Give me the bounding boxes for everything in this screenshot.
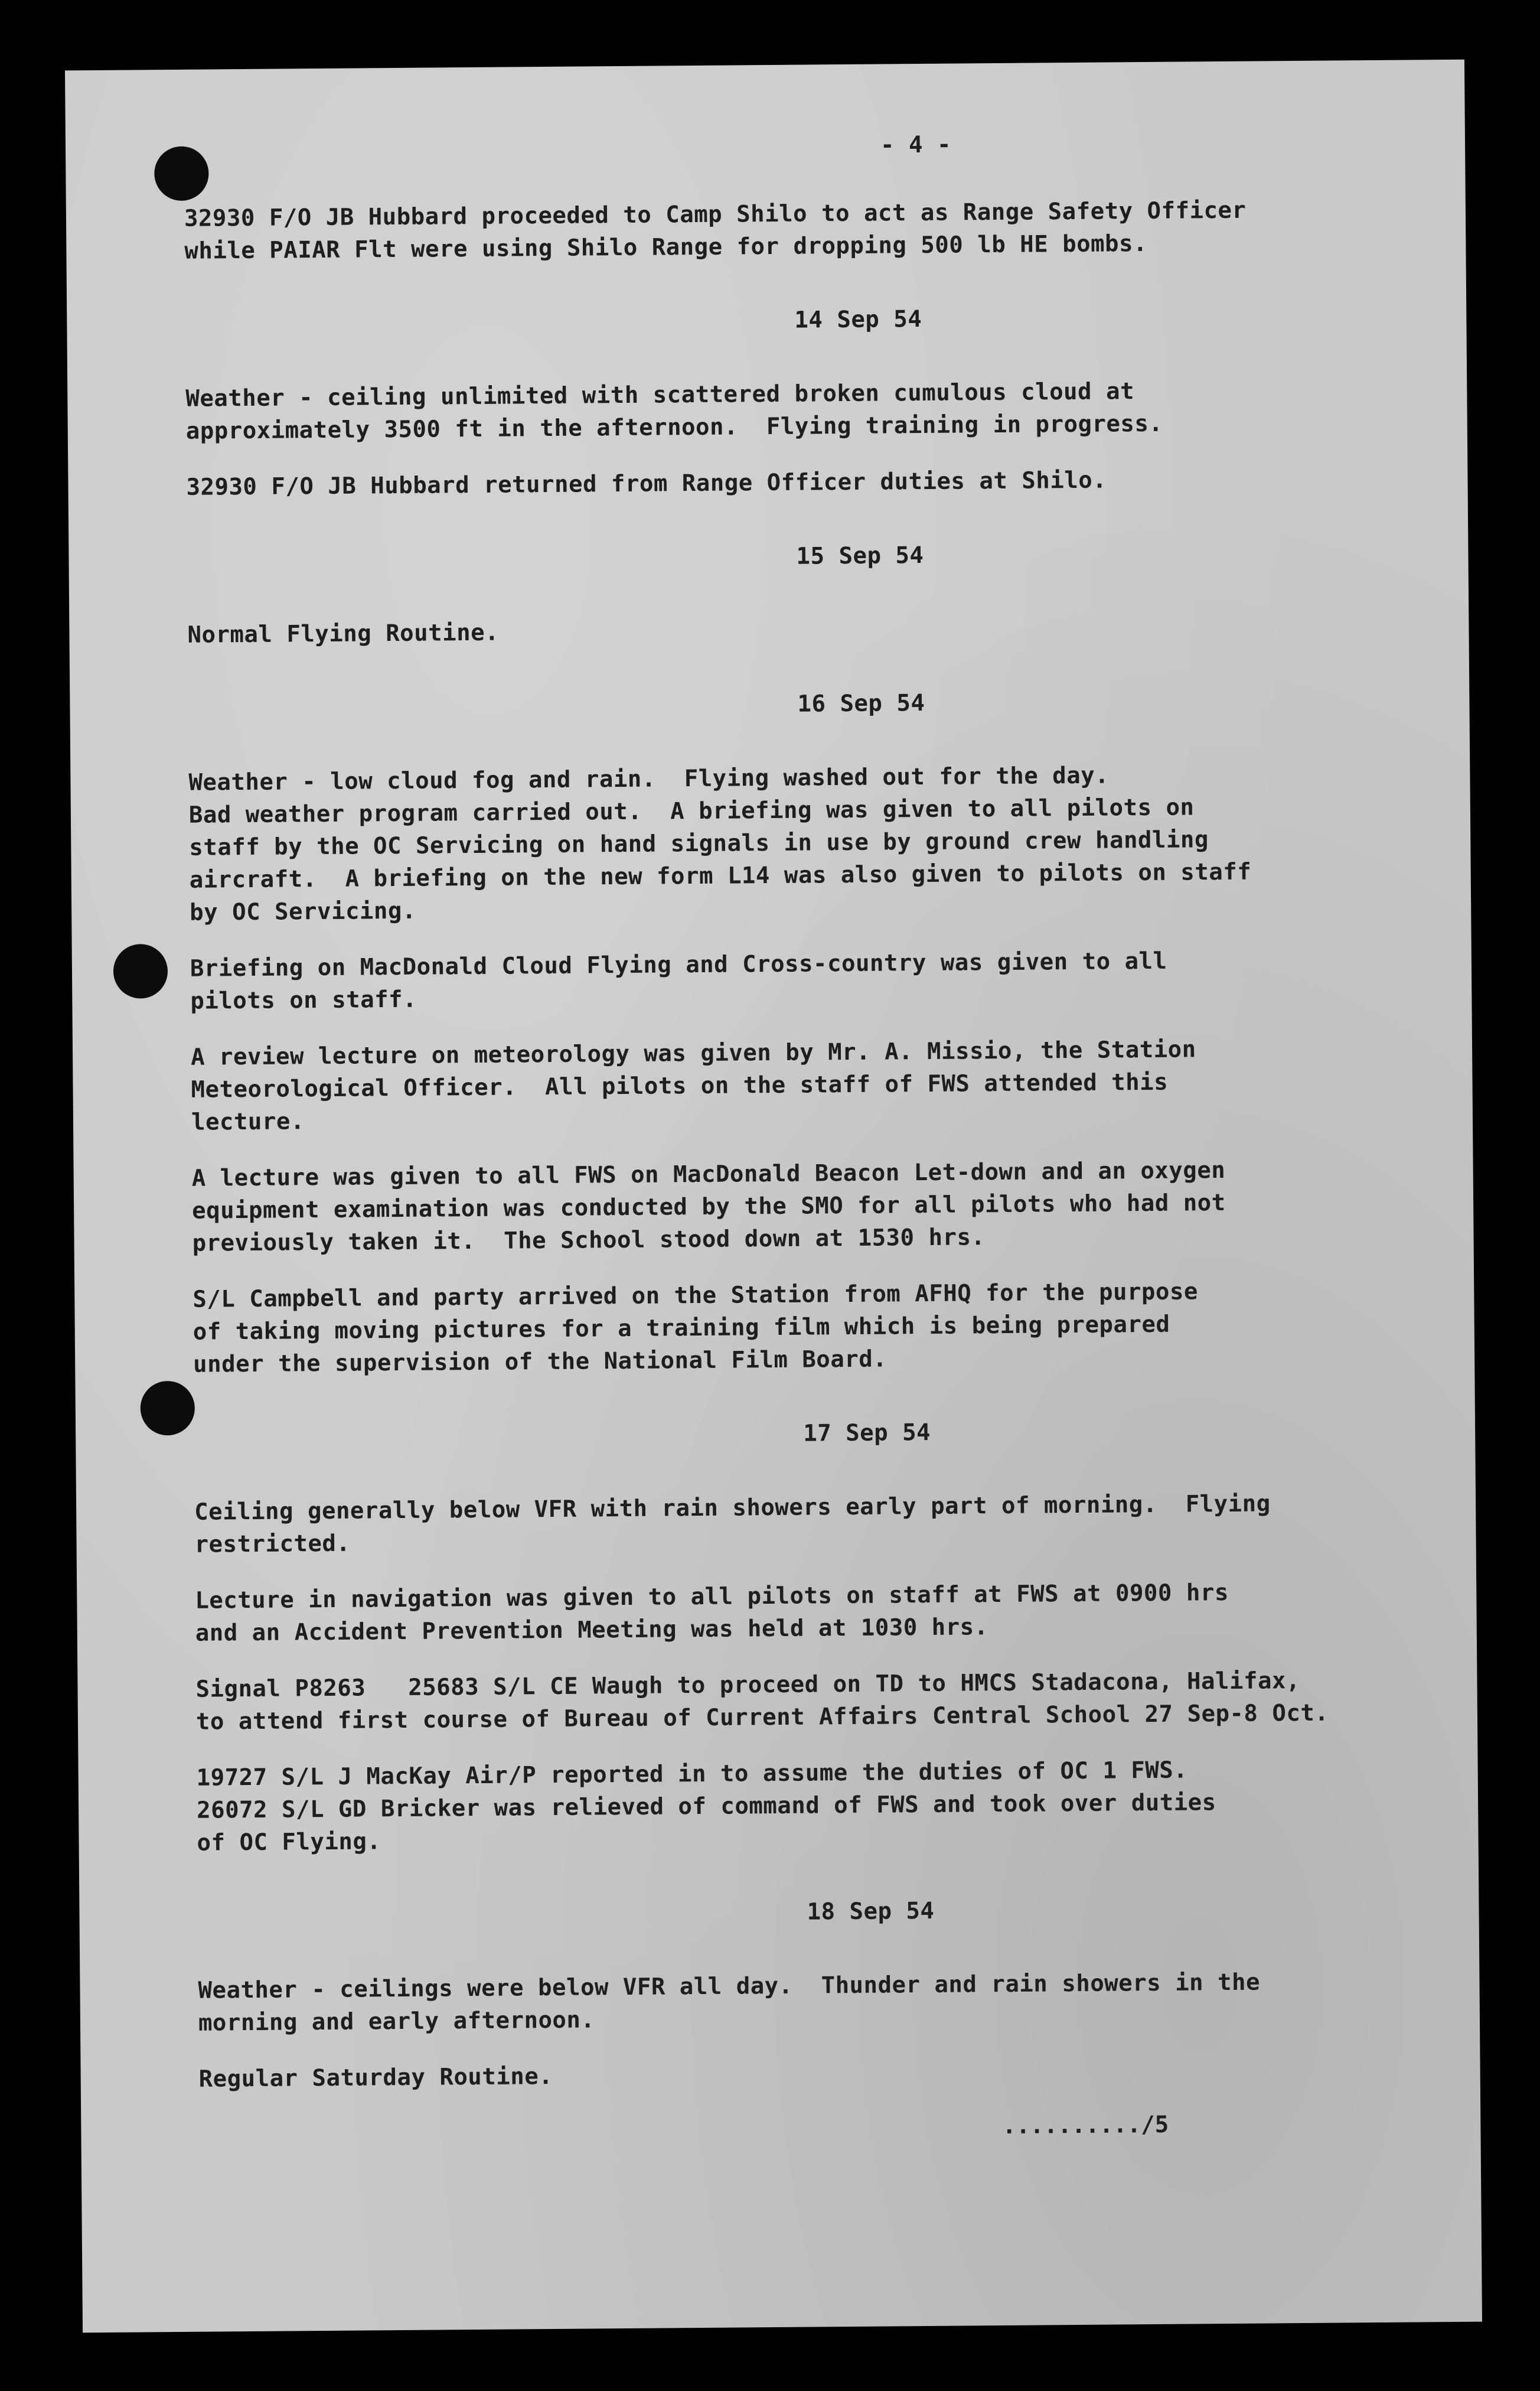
text-line: Signal P8263 25683 S/L CE Waugh to proceed on TD to HMCS Stadacona, Halifax,: [195, 1667, 1301, 1703]
text-line: Weather - low cloud fog and rain. Flying washed out for the day.: [188, 762, 1110, 796]
text-line: equipment examination was conducted by the SMO for all pilots who had not: [191, 1189, 1226, 1224]
entry-paragraph: [194, 1487, 1399, 1561]
text-line: approximately 3500 ft in the afternoon. Flying training in progress.: [185, 410, 1163, 445]
text-line: Lecture in navigation was given to all pilots on staff at FWS at 0900 hrs: [195, 1579, 1229, 1614]
date-heading: 16 Sep 54: [797, 689, 925, 718]
entry-paragraph: [190, 943, 1395, 1018]
text-line: Briefing on MacDonald Cloud Flying and Cross-country was given to all: [190, 947, 1167, 982]
entry-paragraph: [191, 1032, 1396, 1139]
date-heading: 18 Sep 54: [807, 1897, 935, 1926]
text-line: by OC Servicing.: [190, 897, 417, 926]
text-line: Ceiling generally below VFR with rain showers early part of morning. Flying: [194, 1490, 1271, 1526]
text-line: of OC Flying.: [197, 1828, 381, 1856]
entry-paragraph: [198, 1965, 1403, 2040]
entry-paragraph: [195, 1575, 1400, 1650]
text-line: Regular Saturday Routine.: [198, 2063, 553, 2093]
text-line: Normal Flying Routine.: [187, 619, 500, 649]
entry-paragraph: [185, 373, 1391, 448]
page-number: - 4 -: [880, 131, 952, 159]
text-line: Weather - ceiling unlimited with scattered broken cumulous cloud at: [185, 378, 1135, 412]
entry-paragraph: [198, 2054, 1403, 2096]
text-line: to attend first course of Bureau of Current Affairs Central School 27 Sep-8 Oct.: [195, 1699, 1329, 1735]
entry-paragraph: [192, 1274, 1398, 1381]
text-line: A review lecture on meteorology was given by Mr. A. Missio, the Station: [190, 1036, 1196, 1071]
entry-paragraph: [196, 1752, 1401, 1859]
text-line: pilots on staff.: [190, 986, 417, 1015]
date-heading: 14 Sep 54: [794, 305, 922, 334]
document-page: [65, 60, 1482, 2333]
document-body: [184, 125, 1404, 2119]
entry-paragraph: [192, 1153, 1397, 1260]
text-line: 32930 F/O JB Hubbard proceeded to Camp Shilo to act as Range Safety Officer: [184, 197, 1247, 232]
text-line: and an Accident Prevention Meeting was held at 1030 hrs.: [195, 1614, 988, 1647]
text-line: 19727 S/L J MacKay Air/P reported in to assume the duties of OC 1 FWS.: [196, 1757, 1188, 1791]
continuation-marker: ........../5: [1002, 2111, 1169, 2140]
date-heading: 15 Sep 54: [796, 542, 924, 570]
entry-paragraph: [184, 193, 1389, 268]
text-line: restricted.: [194, 1530, 351, 1558]
text-line: previously taken it. The School stood down at 1530 hrs.: [192, 1224, 986, 1257]
text-line: 26072 S/L GD Bricker was relieved of command of FWS and took over duties: [196, 1789, 1216, 1824]
sections-container: [184, 193, 1404, 2096]
text-line: 32930 F/O JB Hubbard returned from Range Officer duties at Shilo.: [186, 467, 1107, 501]
text-line: Weather - ceilings were below VFR all day. Thunder and rain showers in the: [198, 1969, 1261, 2004]
entry-paragraph: [187, 610, 1392, 652]
text-line: aircraft. A briefing on the new form L14 was also given to pilots on staff: [189, 858, 1252, 894]
text-line: while PAIAR Flt were using Shilo Range for dropping 500 lb HE bombs.: [184, 230, 1148, 265]
entry-paragraph: [195, 1664, 1401, 1738]
text-line: Meteorological Officer. All pilots on the staff of FWS attended this: [191, 1069, 1169, 1103]
text-line: of taking moving pictures for a training film which is being prepared: [192, 1311, 1170, 1346]
entry-paragraph: [188, 757, 1394, 929]
text-line: under the supervision of the National Film Board.: [193, 1346, 888, 1378]
punch-hole: [113, 944, 168, 999]
text-line: morning and early afternoon.: [198, 2006, 595, 2037]
date-heading: 17 Sep 54: [803, 1419, 931, 1447]
punch-hole: [140, 1381, 195, 1436]
text-line: Bad weather program carried out. A briefing was given to all pilots on: [188, 794, 1195, 829]
entry-paragraph: [186, 462, 1391, 504]
text-line: A lecture was given to all FWS on MacDonald Beacon Let-down and an oxygen: [191, 1157, 1226, 1192]
text-line: lecture.: [191, 1108, 305, 1136]
text-line: staff by the OC Servicing on hand signals in use by ground crew handling: [189, 826, 1209, 861]
text-line: S/L Campbell and party arrived on the Station from AFHQ for the purpose: [192, 1278, 1199, 1313]
